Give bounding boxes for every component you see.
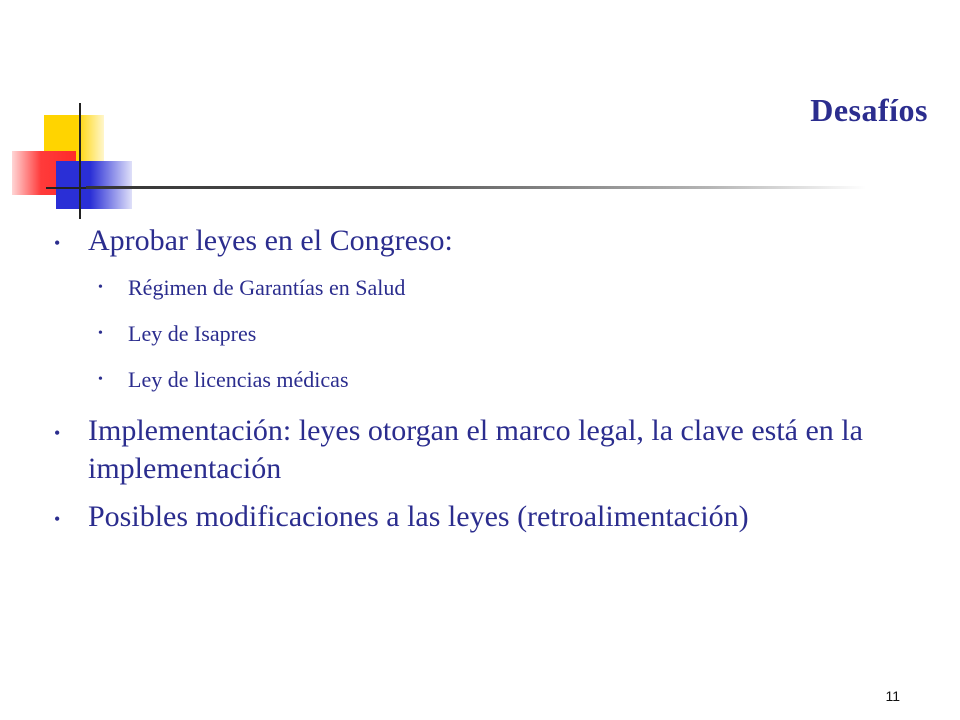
logo-horizontal-line (46, 187, 86, 189)
sub-bullet-item: • Ley de Isapres (98, 320, 934, 348)
sub-bullet-item: • Régimen de Garantías en Salud (98, 274, 934, 302)
bullet-item: • Posibles modificaciones a las leyes (retroalimentación) (54, 498, 934, 536)
slide-number: 11 (885, 688, 900, 704)
bullet-item: • Implementación: leyes otorgan el marco legal, la clave está en la implementación (54, 412, 934, 488)
logo-graphic (0, 95, 140, 225)
title-divider (86, 186, 866, 189)
sub-bullet-item: • Ley de licencias médicas (98, 366, 934, 394)
logo-blue-square (56, 161, 132, 209)
slide-title: Desafíos (810, 92, 928, 128)
sub-bullet-list (54, 274, 934, 394)
bullet-item: • Aprobar leyes en el Congreso: (54, 222, 934, 260)
logo-vertical-line (79, 103, 81, 219)
slide-body (54, 222, 934, 546)
